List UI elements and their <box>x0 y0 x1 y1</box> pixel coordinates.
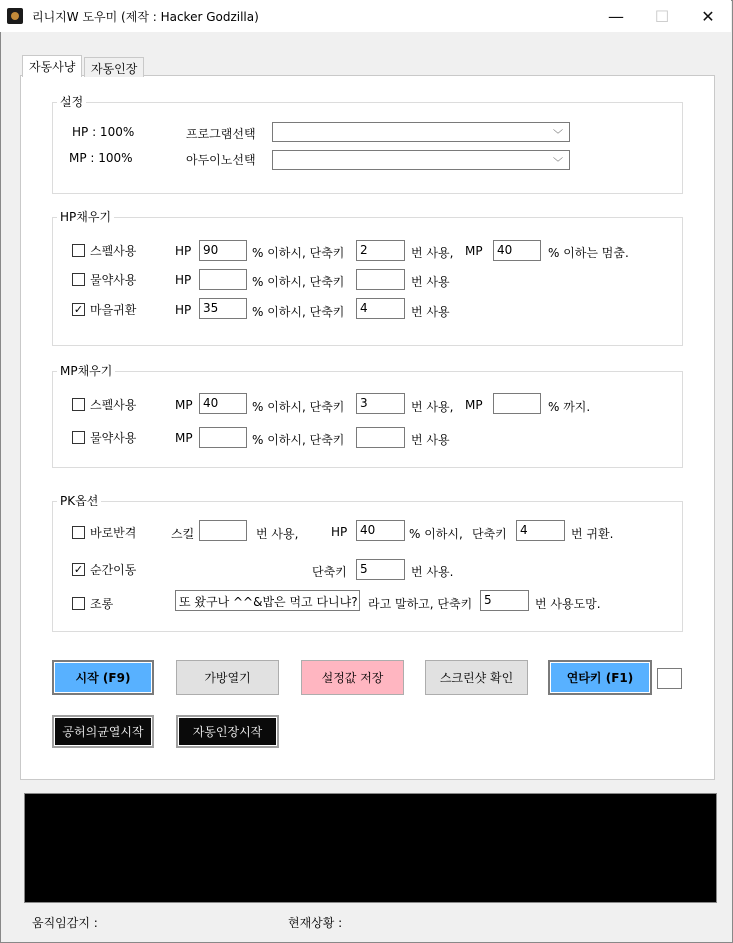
app-icon <box>7 8 23 24</box>
pk-counter-key-input[interactable]: 4 <box>516 520 565 541</box>
hp-spell-use: 번 사용, <box>411 246 454 260</box>
chevron-down-icon: ﹀ <box>553 130 563 141</box>
mp-potion-checkbox[interactable] <box>72 431 85 444</box>
void-rift-start-button[interactable]: 공허의균열시작 <box>52 715 154 748</box>
hp-return-use: 번 사용 <box>411 305 450 319</box>
mp-spell-suffix: % 이하시, 단축키 <box>252 400 345 414</box>
mp-potion-stat: MP <box>175 431 193 445</box>
hp-return-label: 마을귀환 <box>90 303 137 317</box>
movement-detect-label: 움직임감지 : <box>32 916 98 930</box>
hp-potion-use: 번 사용 <box>411 275 450 289</box>
pk-taunt-checkbox[interactable] <box>72 597 85 610</box>
hp-spell-label: 스펠사용 <box>90 244 137 258</box>
pk-counter-key-label: 단축키 <box>472 527 507 541</box>
hp-potion-stat: HP <box>175 273 192 287</box>
hp-spell-key-input[interactable]: 2 <box>356 240 405 261</box>
hp-spell-stat: HP <box>175 244 192 258</box>
hp-return-suffix: % 이하시, 단축키 <box>252 305 345 319</box>
hp-potion-key-input[interactable] <box>356 269 405 290</box>
maximize-button: ☐ <box>654 6 670 26</box>
pk-counter-label: 바로반격 <box>90 526 137 540</box>
hp-potion-label: 물약사용 <box>90 273 137 287</box>
title-bar[interactable] <box>0 0 731 32</box>
screenshot-check-button[interactable]: 스크린샷 확인 <box>425 660 528 695</box>
program-select-label: 프로그램선택 <box>186 127 256 141</box>
pk-skill-input[interactable] <box>199 520 247 541</box>
mp-potion-use: 번 사용 <box>411 433 450 447</box>
pk-teleport-key-label: 단축키 <box>312 565 347 579</box>
pk-taunt-label: 조롱 <box>90 597 114 611</box>
mp-fill-group <box>52 371 683 468</box>
pk-teleport-use: 번 사용. <box>411 565 454 579</box>
mp-fill-group-title: MP채우기 <box>57 362 115 379</box>
mp-spell-use: 번 사용, <box>411 400 454 414</box>
mp-spell-checkbox[interactable] <box>72 398 85 411</box>
hp-potion-percent-input[interactable] <box>199 269 247 290</box>
mp-spell-stat: MP <box>175 398 193 412</box>
arduino-select-label: 아두이노선택 <box>186 153 256 167</box>
mp-spell-key-input[interactable]: 3 <box>356 393 405 414</box>
save-settings-button[interactable]: 설정값 저장 <box>301 660 404 695</box>
pk-counter-stat: HP <box>331 525 348 539</box>
hp-spell-checkbox[interactable] <box>72 244 85 257</box>
current-status-label: 현재상황 : <box>288 916 343 930</box>
check-icon: ✓ <box>73 303 84 316</box>
mp-potion-label: 물약사용 <box>90 431 137 445</box>
hp-spell-stop-input[interactable]: 40 <box>493 240 541 261</box>
hp-spell-percent-input[interactable]: 90 <box>199 240 247 261</box>
minimize-button[interactable]: — <box>608 6 624 26</box>
mp-potion-key-input[interactable] <box>356 427 405 448</box>
mp-status: MP : 100% <box>69 151 133 165</box>
tab-auto-seal[interactable]: 자동인장 <box>84 57 144 77</box>
hp-potion-suffix: % 이하시, 단축키 <box>252 275 345 289</box>
open-bag-button[interactable]: 가방열기 <box>176 660 279 695</box>
mp-potion-suffix: % 이하시, 단축키 <box>252 433 345 447</box>
hp-fill-group-title: HP채우기 <box>57 208 114 225</box>
settings-group <box>52 102 683 194</box>
start-button[interactable]: 시작 (F9) <box>52 660 154 695</box>
program-select[interactable] <box>272 122 570 142</box>
window-title: 리니지W 도우미 (제작 : Hacker Godzilla) <box>32 10 259 24</box>
mp-spell-percent-input[interactable]: 40 <box>199 393 247 414</box>
pk-taunt-say: 라고 말하고, 단축키 <box>368 597 473 611</box>
pk-skill-label: 스킬 <box>171 527 195 541</box>
hp-return-key-input[interactable]: 4 <box>356 298 405 319</box>
hp-spell-suffix: % 이하시, 단축키 <box>252 246 345 260</box>
close-button[interactable]: ✕ <box>701 6 715 26</box>
pk-teleport-label: 순간이동 <box>90 563 137 577</box>
pk-taunt-use: 번 사용도망. <box>535 597 601 611</box>
pk-counter-return: 번 귀환. <box>571 527 614 541</box>
pk-taunt-message-input[interactable]: 또 왔구나 ^^&밥은 먹고 다니냐? <box>175 590 360 611</box>
pk-teleport-checkbox[interactable] <box>72 563 85 576</box>
pk-counter-suffix: % 이하시, <box>409 527 463 541</box>
log-console[interactable] <box>24 793 717 903</box>
pk-counter-checkbox[interactable] <box>72 526 85 539</box>
check-icon: ✓ <box>73 563 84 576</box>
mp-spell-until-input[interactable] <box>493 393 541 414</box>
mp-potion-percent-input[interactable] <box>199 427 247 448</box>
pk-counter-percent-input[interactable]: 40 <box>356 520 405 541</box>
hp-spell-stop-suffix: % 이하는 멈춤. <box>548 246 629 260</box>
auto-seal-start-button[interactable]: 자동인장시작 <box>176 715 279 748</box>
mp-spell-until-stat: MP <box>465 398 483 412</box>
hp-status: HP : 100% <box>72 125 135 139</box>
arduino-select[interactable] <box>272 150 570 170</box>
hp-return-stat: HP <box>175 303 192 317</box>
hp-spell-stop-stat: MP <box>465 244 483 258</box>
hp-return-percent-input[interactable]: 35 <box>199 298 247 319</box>
mp-spell-label: 스펠사용 <box>90 398 137 412</box>
rapid-key-indicator[interactable] <box>657 668 682 689</box>
tab-auto-hunt[interactable]: 자동사냥 <box>22 55 82 77</box>
rapid-key-button[interactable]: 연타키 (F1) <box>548 660 652 695</box>
hp-potion-checkbox[interactable] <box>72 273 85 286</box>
chevron-down-icon: ﹀ <box>553 158 563 169</box>
mp-spell-until-suffix: % 까지. <box>548 400 591 414</box>
pk-taunt-key-input[interactable]: 5 <box>480 590 529 611</box>
pk-teleport-key-input[interactable]: 5 <box>356 559 405 580</box>
pk-skill-use: 번 사용, <box>256 527 299 541</box>
settings-group-title: 설정 <box>57 93 86 110</box>
pk-options-group-title: PK옵션 <box>57 492 101 509</box>
hp-return-checkbox[interactable] <box>72 303 85 316</box>
